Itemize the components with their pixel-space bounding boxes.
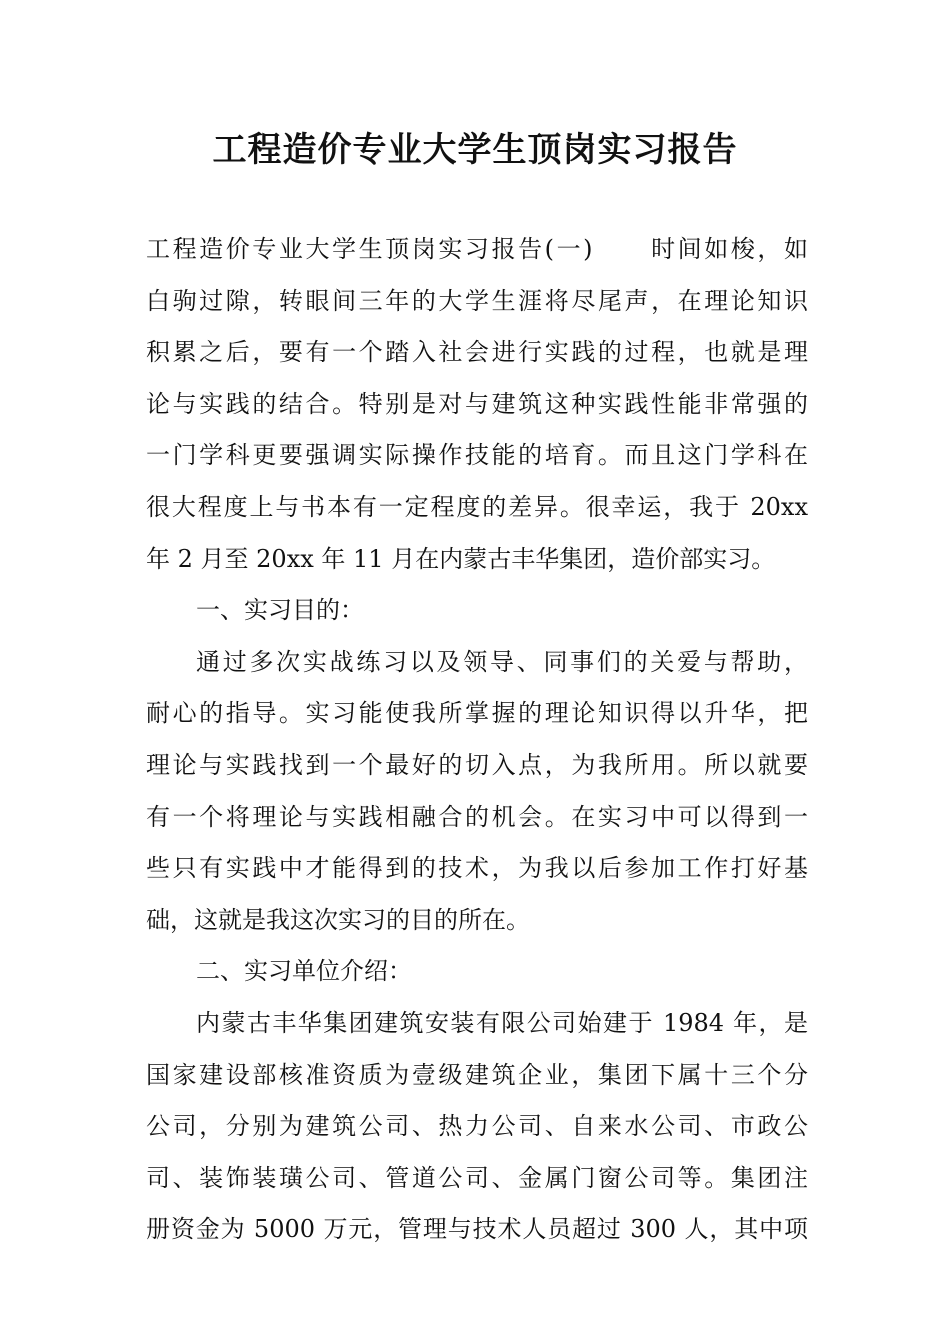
company-line: 公司，分别为建筑公司、热力公司、自来水公司、市政公	[146, 1112, 808, 1141]
intro-subtitle: 工程造价专业大学生顶岗实习报告(一)	[146, 235, 593, 263]
company-line: 国家建设部核准资质为壹级建筑企业，集团下属十三个分	[146, 1060, 808, 1089]
intro-line: 积累之后，要有一个踏入社会进行实践的过程，也就是理	[146, 338, 808, 367]
intro-line: 白驹过隙，转眼间三年的大学生涯将尽尾声，在理论知识	[146, 286, 808, 315]
section-heading-purpose: 一、实习目的：	[196, 596, 364, 625]
intro-line-1-text: 时间如梭，如	[648, 235, 808, 263]
intro-line: 很大程度上与书本有一定程度的差异。很幸运，我于 20xx	[146, 492, 808, 521]
section-heading-company: 二、实习单位介绍：	[196, 957, 412, 986]
purpose-line: 些只有实践中才能得到的技术，为我以后参加工作打好基	[146, 854, 808, 883]
intro-line: 一门学科更要强调实际操作技能的培育。而且这门学科在	[146, 441, 808, 470]
purpose-line: 础，这就是我这次实习的目的所在。	[146, 905, 530, 934]
document-body	[146, 224, 808, 1256]
purpose-line: 理论与实践找到一个最好的切入点，为我所用。所以就要	[146, 750, 808, 779]
company-line: 册资金为 5000 万元，管理与技术人员超过 300 人，其中项	[146, 1215, 808, 1244]
purpose-line: 通过多次实战练习以及领导、同事们的关爱与帮助，	[196, 647, 808, 676]
company-line: 司、装饰装璜公司、管道公司、金属门窗公司等。集团注	[146, 1163, 808, 1192]
intro-line: 年 2 月至 20xx 年 11 月在内蒙古丰华集团，造价部实习。	[146, 544, 776, 573]
purpose-line: 耐心的指导。实习能使我所掌握的理论知识得以升华，把	[146, 699, 808, 728]
intro-line: 论与实践的结合。特别是对与建筑这种实践性能非常强的	[146, 389, 808, 418]
document-title: 工程造价专业大学生顶岗实习报告	[212, 130, 738, 170]
company-line: 内蒙古丰华集团建筑安装有限公司始建于 1984 年，是	[196, 1008, 808, 1037]
purpose-line: 有一个将理论与实践相融合的机会。在实习中可以得到一	[146, 802, 808, 831]
intro-line-1	[146, 224, 808, 276]
